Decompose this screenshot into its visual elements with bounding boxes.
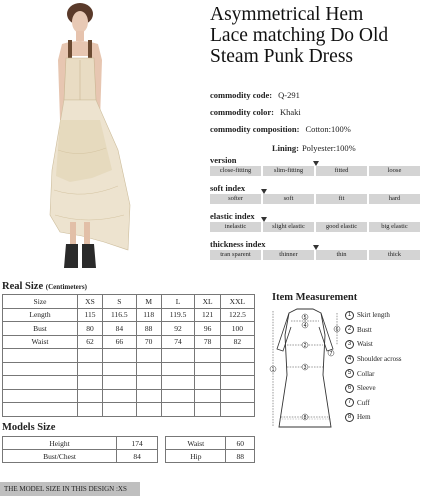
table-cell: 115	[78, 308, 103, 322]
diagram-number: 6	[335, 326, 339, 333]
number-badge-icon: 3	[345, 340, 354, 349]
legend-item	[345, 381, 425, 396]
legend-label: Hem	[357, 413, 371, 422]
table-header: M	[136, 295, 161, 309]
table-header: XL	[195, 295, 220, 309]
table-header: L	[161, 295, 195, 309]
item-measurement-title: Item Measurement	[272, 292, 358, 303]
spec-value: Cotton:100%	[305, 124, 351, 134]
table-cell: 92	[161, 322, 195, 336]
selected-marker-icon	[313, 161, 319, 166]
selected-marker-icon	[261, 217, 267, 222]
measurement-legend	[345, 308, 425, 425]
selected-marker-icon	[313, 245, 319, 250]
diagram-number: 7	[329, 350, 333, 357]
table-row-empty	[3, 349, 255, 363]
table-cell: 122.5	[220, 308, 254, 322]
soft-index-scale	[210, 194, 420, 204]
diagram-number: 5	[303, 314, 307, 321]
table-header-row	[3, 295, 255, 309]
title-line: Steam Punk Dress	[210, 46, 353, 67]
model-size-note: THE MODEL SIZE IN THIS DESIGN :XS	[0, 482, 140, 496]
table-cell: 80	[78, 322, 103, 336]
version-label: version	[210, 155, 237, 165]
product-title	[210, 4, 422, 67]
lining	[272, 143, 356, 153]
index-option: hard	[369, 194, 420, 204]
legend-label: Waist	[357, 340, 373, 349]
spec-value: Q-291	[278, 90, 300, 100]
table-row-empty	[3, 403, 255, 417]
version-scale	[210, 166, 420, 176]
index-option: tran sparent	[210, 250, 261, 260]
legend-item	[345, 396, 425, 411]
table-row-empty	[3, 376, 255, 390]
table-cell: Waist	[166, 437, 226, 450]
index-option: thick	[369, 250, 420, 260]
table-header: XS	[78, 295, 103, 309]
spec-value: Polyester:100%	[301, 143, 356, 153]
index-option: thin	[316, 250, 367, 260]
selected-marker-icon	[261, 189, 267, 194]
table-cell: 100	[220, 322, 254, 336]
legend-item	[345, 410, 425, 425]
table-cell: 119.5	[161, 308, 195, 322]
legend-label: Sleeve	[357, 384, 376, 393]
table-cell: 88	[226, 450, 255, 463]
table-cell: 121	[195, 308, 220, 322]
index-option: slim-fitting	[263, 166, 314, 176]
table-cell: 118	[136, 308, 161, 322]
table-row	[3, 308, 255, 322]
table-header: S	[102, 295, 136, 309]
table-cell: 84	[102, 322, 136, 336]
legend-label: Skirt length	[357, 311, 390, 320]
legend-item	[345, 337, 425, 352]
index-option: good elastic	[316, 222, 367, 232]
diagram-number: 8	[303, 414, 307, 421]
index-option: big elastic	[369, 222, 420, 232]
table-header: Size	[3, 295, 78, 309]
spec-label: commodity composition:	[210, 124, 300, 134]
thickness-index-scale	[210, 250, 420, 260]
table-cell: 70	[136, 335, 161, 349]
table-cell: 96	[195, 322, 220, 336]
legend-label: Collar	[357, 369, 375, 378]
table-row-empty	[3, 389, 255, 403]
index-option: softer	[210, 194, 261, 204]
index-option: thinner	[263, 250, 314, 260]
table-cell: 82	[220, 335, 254, 349]
table-row	[3, 437, 255, 450]
thickness-index-label: thickness index	[210, 239, 266, 249]
models-size-title: Models Size	[2, 422, 56, 433]
table-row	[3, 450, 255, 463]
real-size-heading: Real Size	[2, 281, 44, 292]
models-table	[2, 436, 255, 463]
legend-label: Bustt	[357, 325, 372, 334]
dress-diagram	[265, 305, 345, 435]
legend-item	[345, 352, 425, 367]
index-option: inelastic	[210, 222, 261, 232]
commodity-code	[210, 90, 300, 100]
table-cell: Waist	[3, 335, 78, 349]
table-cell: 66	[102, 335, 136, 349]
spec-value: Khaki	[279, 107, 301, 117]
index-option: loose	[369, 166, 420, 176]
legend-label: Cuff	[357, 398, 370, 407]
table-cell: 74	[161, 335, 195, 349]
diagram-number: 2	[303, 342, 307, 349]
table-cell: 88	[136, 322, 161, 336]
table-cell: Height	[3, 437, 117, 450]
spec-label: commodity color:	[210, 107, 274, 117]
real-size-title	[2, 281, 87, 292]
table-cell: 174	[117, 437, 158, 450]
index-option: close-fitting	[210, 166, 261, 176]
commodity-color	[210, 107, 301, 117]
spec-label: Lining:	[272, 143, 299, 153]
elastic-index-label: elastic index	[210, 211, 255, 221]
spec-label: commodity code:	[210, 90, 273, 100]
number-badge-icon: 7	[345, 398, 354, 407]
table-cell: 60	[226, 437, 255, 450]
table-cell: 116.5	[102, 308, 136, 322]
index-option: soft	[263, 194, 314, 204]
table-cell: 62	[78, 335, 103, 349]
title-line: Lace matching Do Old	[210, 25, 389, 46]
index-option: fitted	[316, 166, 367, 176]
number-badge-icon: 6	[345, 384, 354, 393]
table-cell: 78	[195, 335, 220, 349]
real-size-unit: (Centimeters)	[45, 283, 87, 291]
product-photo	[0, 0, 200, 275]
legend-item	[345, 323, 425, 338]
title-line: Asymmetrical Hem	[210, 4, 364, 25]
table-row	[3, 322, 255, 336]
table-cell: Bust	[3, 322, 78, 336]
commodity-composition	[210, 124, 351, 134]
size-table	[2, 294, 255, 417]
table-header: XXL	[220, 295, 254, 309]
table-cell: Bust/Chest	[3, 450, 117, 463]
table-cell: Length	[3, 308, 78, 322]
index-option: slight elastic	[263, 222, 314, 232]
soft-index-label: soft index	[210, 183, 246, 193]
number-badge-icon: 2	[345, 325, 354, 334]
table-row-empty	[3, 362, 255, 376]
index-option: fit	[316, 194, 367, 204]
diagram-number: 1	[271, 366, 275, 373]
legend-item	[345, 308, 425, 323]
table-cell: 84	[117, 450, 158, 463]
elastic-index-scale	[210, 222, 420, 232]
number-badge-icon: 5	[345, 369, 354, 378]
legend-label: Shoulder across	[357, 355, 402, 364]
diagram-number: 4	[303, 322, 307, 329]
number-badge-icon: 4	[345, 355, 354, 364]
table-row	[3, 335, 255, 349]
table-cell: Hip	[166, 450, 226, 463]
diagram-number: 3	[303, 364, 307, 371]
legend-item	[345, 366, 425, 381]
number-badge-icon: 8	[345, 413, 354, 422]
number-badge-icon: 1	[345, 311, 354, 320]
